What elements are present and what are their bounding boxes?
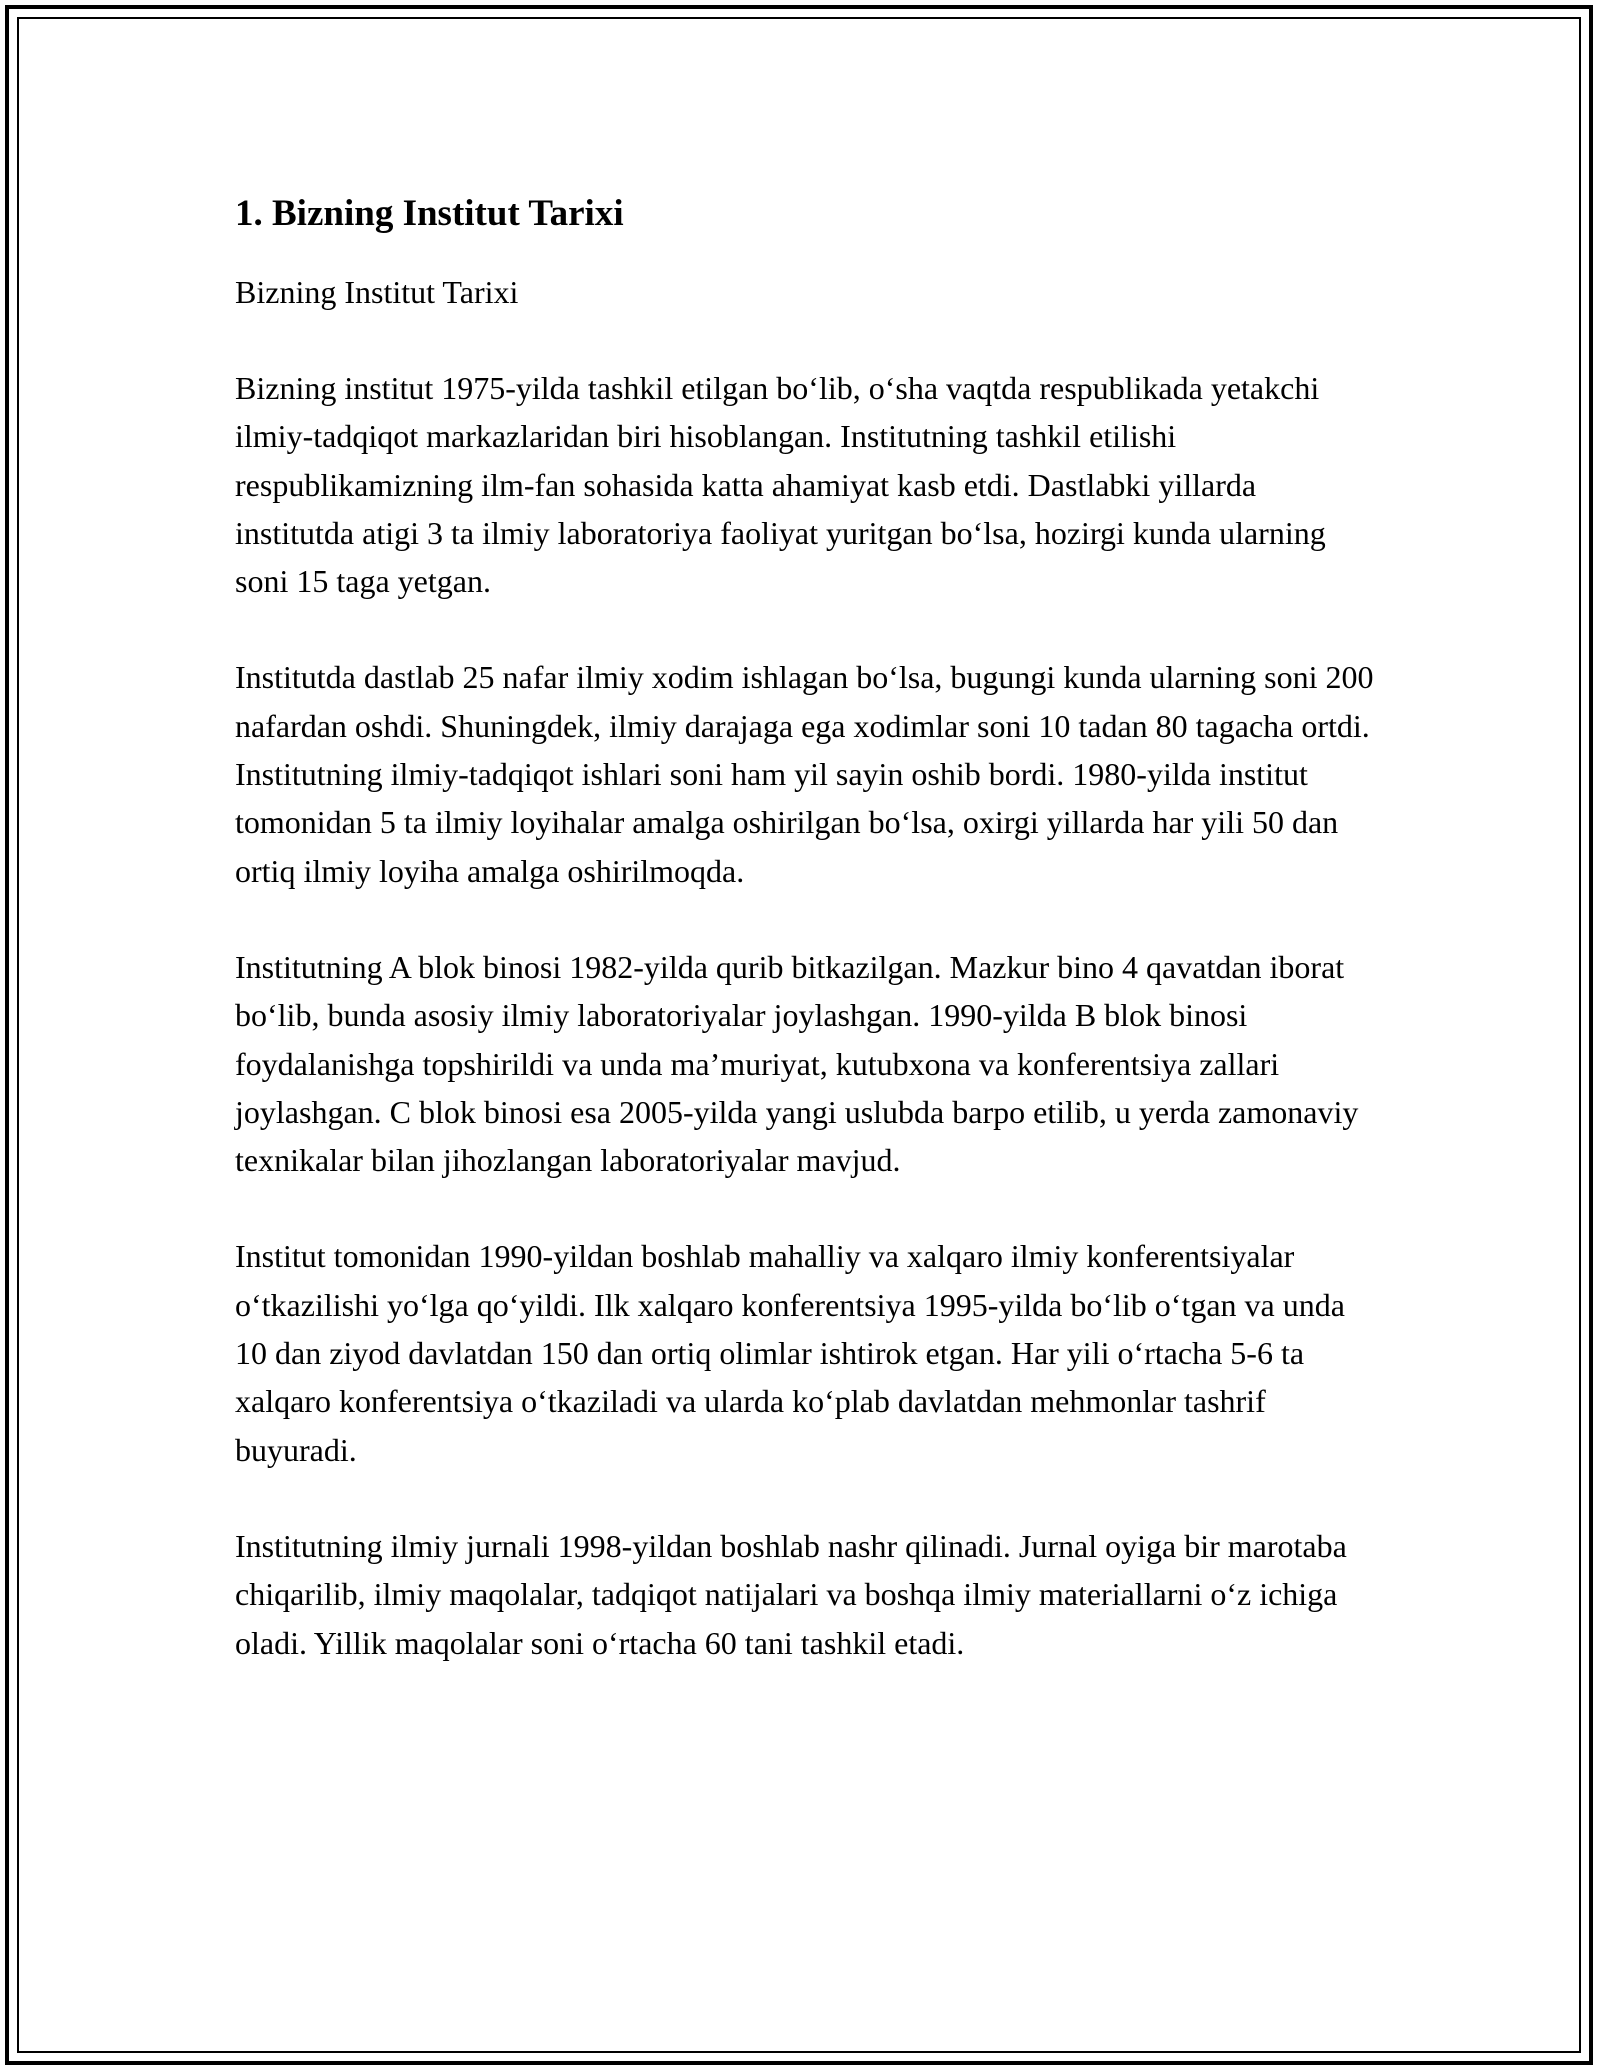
document-body	[235, 190, 1375, 1715]
paragraph-journal: Institutning ilmiy jurnali 1998-yildan boshlab nashr qilinadi. Jurnal oyiga bir marotaba chiqarilib, ilmiy maqolalar, tadqiqot natijalari va boshqa ilmiy materiallarni o‘z ichiga oladi. Yillik maqolalar soni o‘rtacha 60 tani tashkil etadi.	[235, 1527, 1347, 1661]
paragraph-buildings: Institutning A blok binosi 1982-yilda qurib bitkazilgan. Mazkur bino 4 qavatdan iborat bo‘lib, bunda asosiy ilmiy laboratoriyalar joylashgan. 1990-yilda B blok binosi foydalanishga topshirildi va unda ma’muriyat, kutubxona va konferentsiya zallari joylashgan. C blok binosi esa 2005-yilda yangi uslubda barpo etilib, u yerda zamonaviy texnikalar bilan jihozlangan laboratoriyalar mavjud.	[235, 948, 1359, 1179]
paragraph-staff: Institutda dastlab 25 nafar ilmiy xodim ishlagan bo‘lsa, bugungi kunda ularning soni 200 nafardan oshdi. Shuningdek, ilmiy darajaga ega xodimlar soni 10 tadan 80 tagacha ortdi. Institutning ilmiy-tadqiqot ishlari soni ham yil sayin oshib bordi. 1980-yilda institut tomonidan 5 ta ilmiy loyihalar amalga oshirilgan bo‘lsa, oxirgi yillarda har yili 50 dan ortiq ilmiy loyiha amalga oshirilmoqda.	[235, 659, 1374, 889]
section-heading: 1. Bizning Institut Tarixi	[235, 193, 624, 234]
paragraph-founding: Bizning institut 1975-yilda tashkil etilgan bo‘lib, o‘sha vaqtda respublikada yetakchi ilmiy-tadqiqot markazlaridan biri hisoblangan. Institutning tashkil etilishi respublikamizning ilm-fan sohasida katta ahamiyat kasb etdi. Dastlabki yillarda institutda atigi 3 ta ilmiy laboratoriya faoliyat yuritgan bo‘lsa, hozirgi kunda ularning soni 15 taga yetgan.	[235, 370, 1326, 600]
section-subtitle: Bizning Institut Tarixi	[235, 274, 519, 310]
paragraph-conferences: Institut tomonidan 1990-yildan boshlab mahalliy va xalqaro ilmiy konferentsiyalar o‘tkazilishi yo‘lga qo‘yildi. Ilk xalqaro konferentsiya 1995-yilda bo‘lib o‘tgan va unda 10 dan ziyod davlatdan 150 dan ortiq olimlar ishtirok etgan. Har yili o‘rtacha 5-6 ta xalqaro konferentsiya o‘tkaziladi va ularda ko‘plab davlatdan mehmonlar tashrif buyuradi.	[235, 1238, 1345, 1468]
